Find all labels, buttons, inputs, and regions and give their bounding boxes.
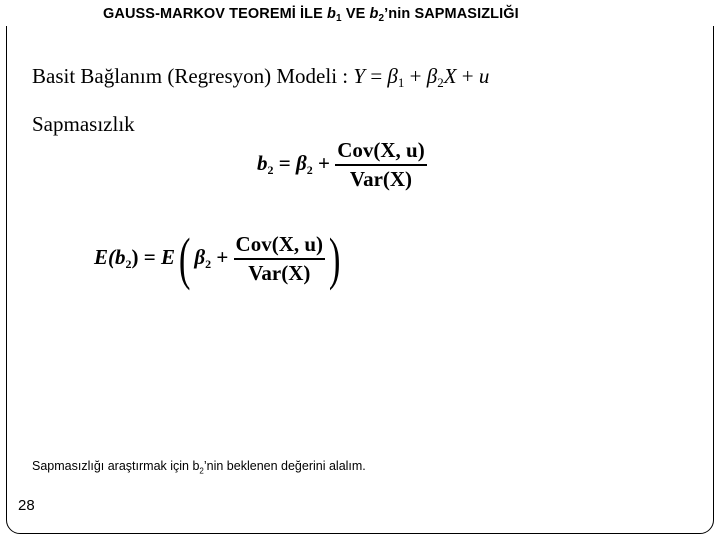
model-definition (32, 64, 489, 91)
covariance-fraction-expected: $\frac{\text{Cov(X, u)}}{\text{Var(X)}}$ (235, 232, 324, 285)
covariance-fraction: $\frac{\text{Cov(X, u)}}{\text{Var(X)}}$ (337, 138, 425, 191)
page-number: 28 (18, 497, 35, 514)
expectation-equation: $E(b_2) = E$( $\beta_2$ + $\frac{\text{Cov(X, u)}}{\text{Var(X)}}$ ) (94, 226, 341, 291)
model-label: Basit Bağlanım (Regresyon) Modeli : (32, 64, 354, 88)
section-heading: Sapmasızlık (32, 112, 135, 136)
model-equation: $Y = \beta_1 + \beta_2X + u$ (353, 64, 490, 90)
slide-title: GAUSS-MARKOV TEOREMİ İLE $b_1$ VE $b_2’nin$ SAPMASIZLIĞI (103, 6, 519, 24)
title-bar (0, 0, 720, 26)
footnote: Sapmasızlığı araştırmak için $b_2’nin$ beklenen değerini alalım. (32, 459, 366, 476)
estimator-equation: $b_2 = \beta_2$ + $\frac{\text{Cov(X, u)}}{\text{Var(X)}}$ (257, 138, 425, 191)
